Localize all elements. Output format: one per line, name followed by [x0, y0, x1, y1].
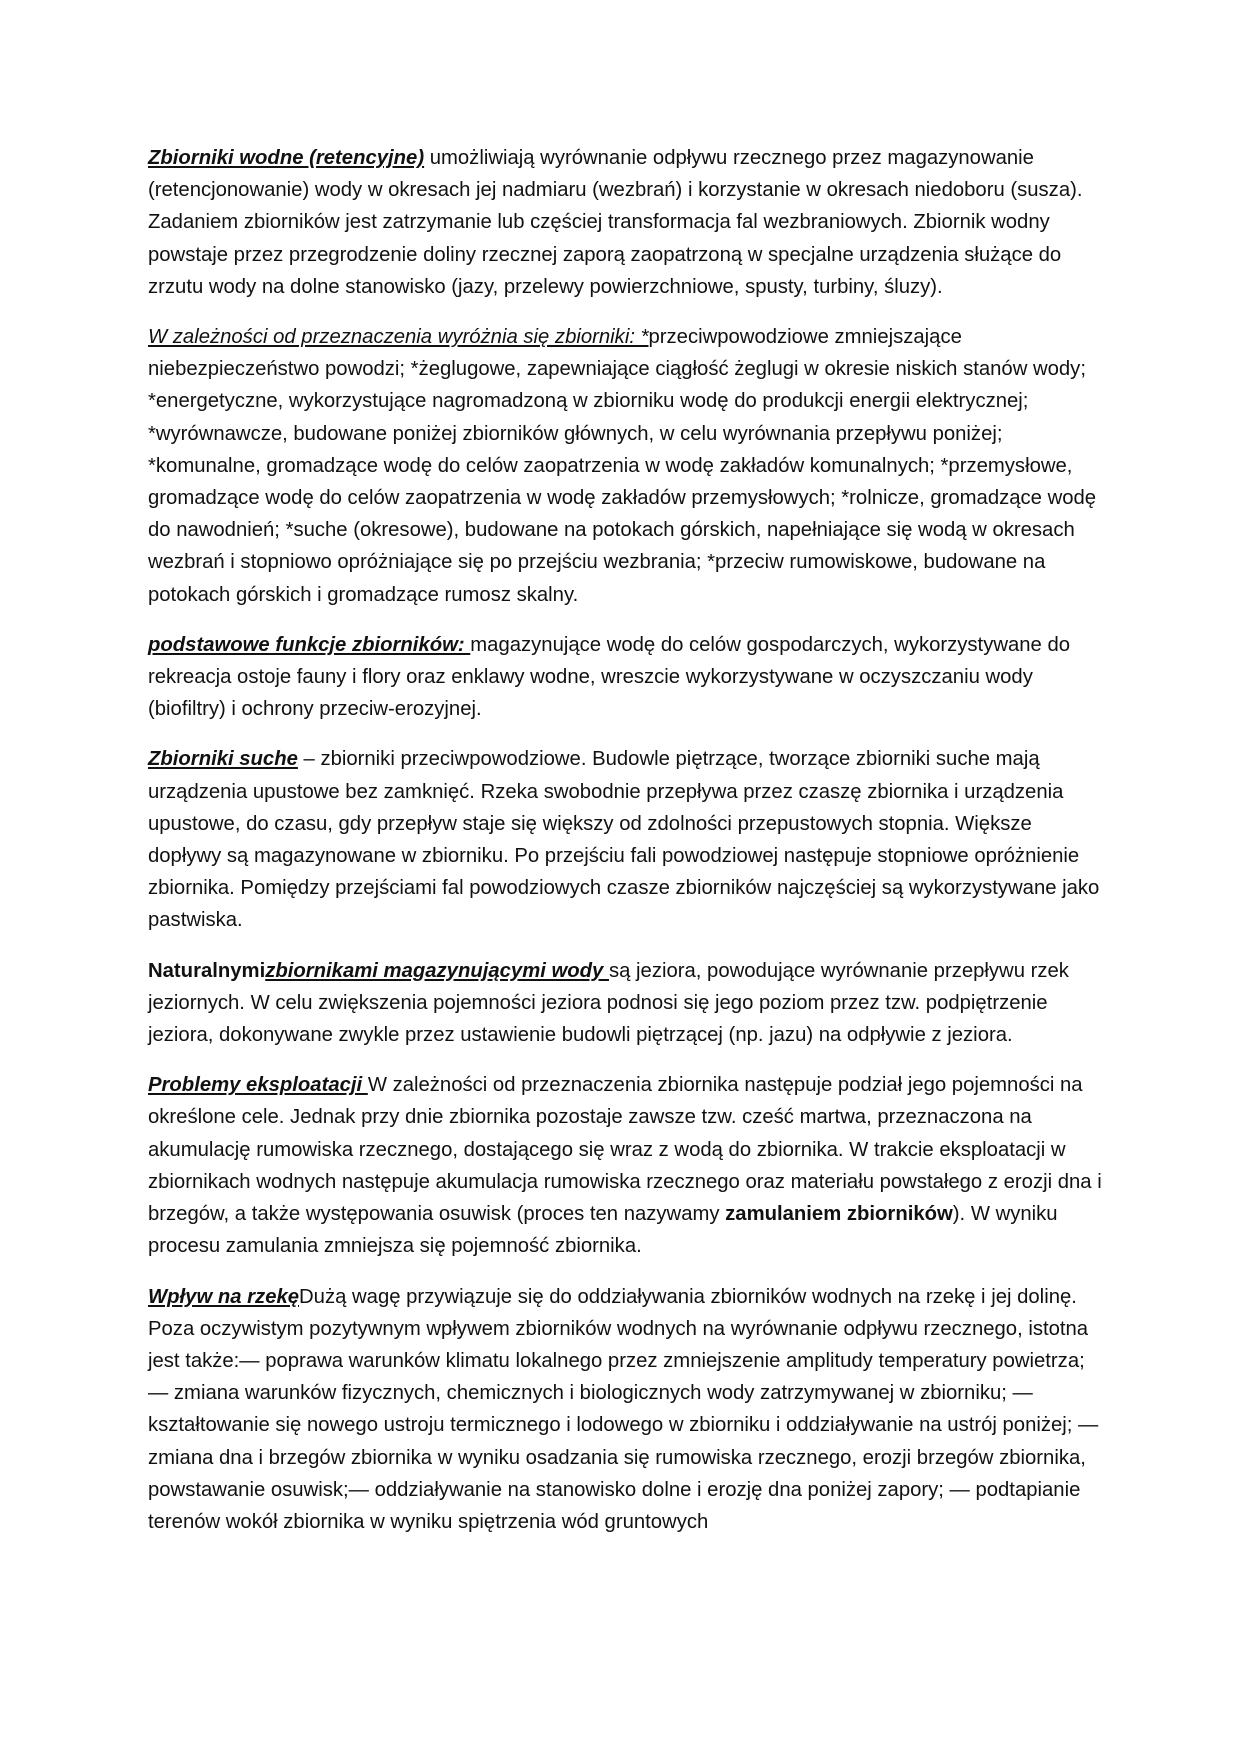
heading-funkcje: podstawowe funkcje zbiorników: [148, 633, 471, 656]
heading-zbiorniki-wodne: Zbiorniki wodne (retencyjne) [148, 147, 425, 169]
bold-term: zamulaniem zbiorników [725, 1203, 953, 1226]
paragraph-wplyw-na-rzeke [148, 1281, 1108, 1539]
paragraph-naturalne-zbiorniki [148, 955, 1108, 1052]
paragraph-text-continued: ). W wyniku procesu zamulania zmniejsza się pojemność zbiornika. [148, 1203, 1058, 1258]
heading-zbiorniki-suche: Zbiorniki suche [148, 748, 298, 771]
document-page [148, 142, 1108, 1556]
heading-problemy-eksploatacji: Problemy eksploatacji [148, 1074, 368, 1097]
paragraph-text: umożliwiają wyrównanie odpływu rzecznego przez magazynowanie (retencjonowanie) wody w okresach jej nadmiaru (wezbrań) i korzystanie w okresach niedoboru (susza). Zadaniem zbiorników jest zatrzymanie lub częściej transformacja fal wezbraniowych. Zbiornik wodny powstaje przez przegrodzenie doliny rzecznej zaporą zaopatrzoną w specjalne urządzenia służące do zrzutu wody na dolne stanowisko (jazy, przelewy powierzchniowe, spusty, turbiny, śluzy). [148, 147, 1083, 298]
paragraph-text: magazynujące wodę do celów gospodarczych, wykorzystywane do rekreacja ostoje fauny i flory oraz enklawy wodne, wreszcie wykorzystywane w oczyszczaniu wody (biofiltry) i ochrony przeciw-erozyjnej. [148, 633, 1071, 721]
heading-przeznaczenie: W zależności od przeznaczenia wyróżnia się zbiorniki: * [148, 326, 649, 349]
paragraph-text: Dużą wagę przywiązuje się do oddziaływania zbiorników wodnych na rzekę i jej dolinę. Poza oczywistym pozytywnym wpływem zbiorników wodnych na wyrównanie odpływu rzecznego, istotna jest także:— poprawa warunków klimatu lokalnego przez zmniejszenie amplitudy temperatury powietrza; — zmiana warunków fizycznych, chemicznych i biologicznych wody zatrzymywanej w zbiorniku; — kształtowanie się nowego ustroju termicznego i lodowego w zbiorniku i oddziaływanie na ustrój poniżej; — zmiana dna i brzegów zbiornika w wyniku osadzania się rumowiska rzecznego, erozji brzegów zbiornika, powstawanie osuwisk;— oddziaływanie na stanowisko dolne i erozję dna poniżej zapory; — podtapianie terenów wokół zbiornika w wyniku spiętrzenia wód gruntowych [148, 1285, 1099, 1533]
heading-wplyw-na-rzeke: Wpływ na rzekę [148, 1285, 300, 1308]
paragraph-przeznaczenie [148, 321, 1108, 611]
paragraph-problemy-eksploatacji [148, 1069, 1108, 1262]
paragraph-text: W zależności od przeznaczenia zbiornika następuje podział jego pojemności na określone cele. Jednak przy dnie zbiornika pozostaje zawsze tzw. cześć martwa, przeznaczona na akumulację rumowiska rzecznego, dostającego się wraz z wodą do zbiornika. W trakcie eksploatacji w zbiornikach wodnych następuje akumulacja rumowiska rzecznego oraz materiału powstałego z erozji dna i brzegów, a także występowania osuwisk (proces ten nazywamy [148, 1074, 1102, 1226]
heading-zbiorniki-magazynujace: zbiornikami magazynującymi wody [265, 959, 609, 982]
paragraph-prefix: Naturalnymi [148, 959, 266, 982]
paragraph-zbiorniki-wodne [148, 142, 1108, 303]
paragraph-zbiorniki-suche [148, 743, 1108, 936]
paragraph-text: przeciwpowodziowe zmniejszające niebezpieczeństwo powodzi; *żeglugowe, zapewniające ciągłość żeglugi w okresie niskich stanów wody; *energetyczne, wykorzystujące nagromadzoną w zbiorniku wodę do produkcji energii elektrycznej; *wyrównawcze, budowane poniżej zbiorników głównych, w celu wyrównania przepływu poniżej; *komunalne, gromadzące wodę do celów zaopatrzenia w wodę zakładów komunalnych; *przemysłowe, gromadzące wodę do celów zaopatrzenia w wodę zakładów przemysłowych; *rolnicze, gromadzące wodę do nawodnień; *suche (okresowe), budowane na potokach górskich, napełniające się wodą w okresach wezbrań i stopniowo opróżniające się po przejściu wezbrania; *przeciw rumowiskowe, budowane na potokach górskich i gromadzące rumosz skalny. [148, 326, 1097, 606]
paragraph-text: – zbiorniki przeciwpowodziowe. Budowle piętrzące, tworzące zbiorniki suche mają urządzenia upustowe bez zamknięć. Rzeka swobodnie przepływa przez czaszę zbiornika i urządzenia upustowe, do czasu, gdy przepływ staje się większy od zdolności przepustowych stopnia. Większe dopływy są magazynowane w zbiorniku. Po przejściu fali powodziowej następuje stopniowe opróżnienie zbiornika. Pomiędzy przejściami fal powodziowych czasze zbiorników najczęściej są wykorzystywane jako pastwiska. [148, 748, 1100, 932]
paragraph-funkcje [148, 629, 1108, 726]
paragraph-text: są jeziora, powodujące wyrównanie przepływu rzek jeziornych. W celu zwiększenia pojemności jeziora podnosi się jego poziom przez tzw. podpiętrzenie jeziora, dokonywane zwykle przez ustawienie budowli piętrzącej (np. jazu) na odpływie z jeziora. [148, 959, 1069, 1047]
